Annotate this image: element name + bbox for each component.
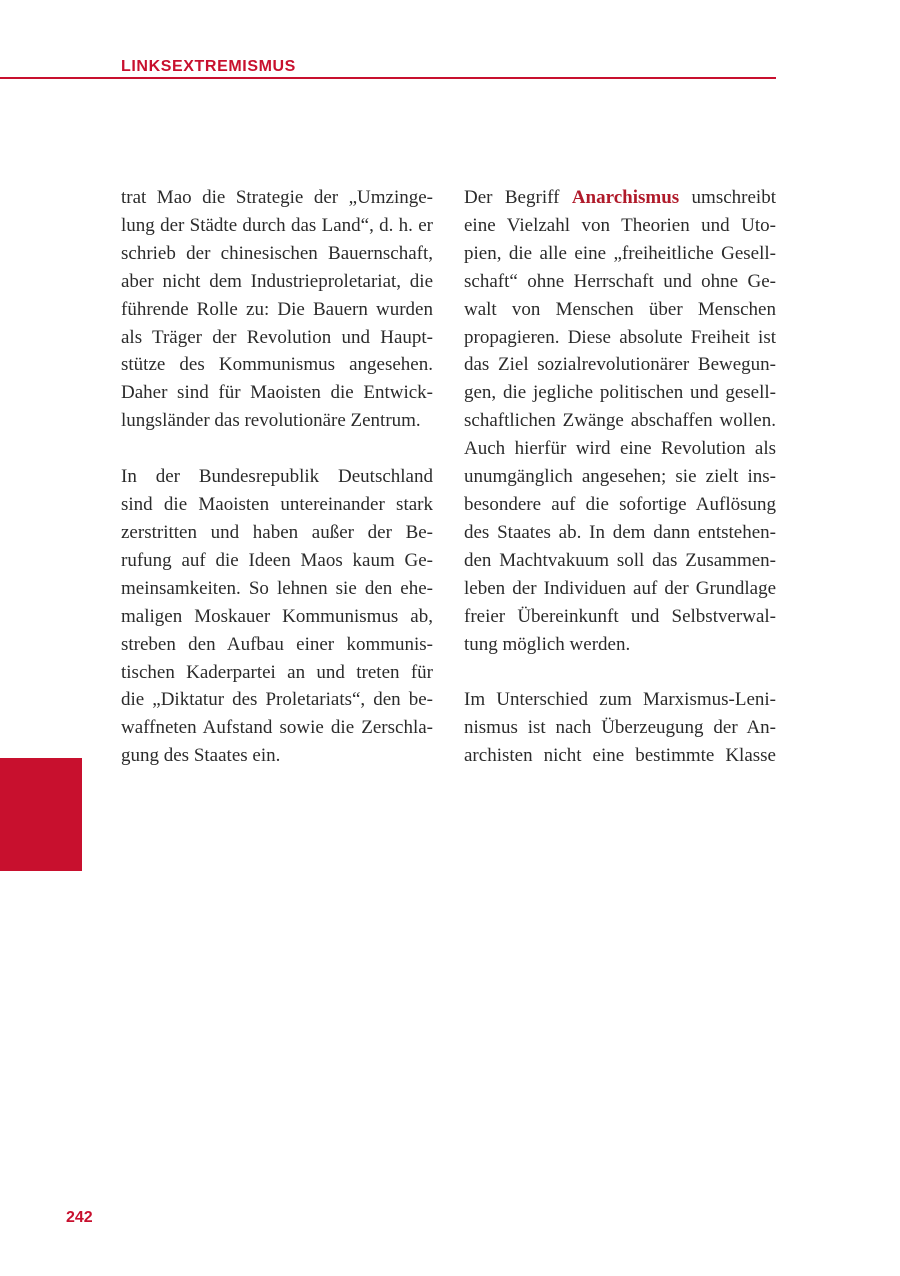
text-line: propagieren. Diese absolute Freiheit ist xyxy=(464,326,776,348)
right-paragraph-1 xyxy=(464,184,776,658)
text-run: umschreibt xyxy=(679,187,776,208)
text-line: lungsländer das revolutionäre Zentrum. xyxy=(121,410,421,432)
left-paragraph-2 xyxy=(121,463,433,770)
text-line: aber nicht dem Industrieproletariat, die xyxy=(121,270,433,292)
text-line: sind die Maoisten untereinander stark xyxy=(121,494,433,516)
text-line: schaftlichen Zwänge abschaffen wollen. xyxy=(464,410,776,432)
text-line: als Träger der Revolution und Haupt- xyxy=(121,326,433,348)
text-line: maligen Moskauer Kommunismus ab, xyxy=(121,605,433,627)
text-line: gung des Staates ein. xyxy=(121,745,281,767)
text-line: zerstritten und haben außer der Be- xyxy=(121,521,433,543)
text-line: In der Bundesrepublik Deutschland xyxy=(121,466,433,488)
text-line: stütze des Kommunismus angesehen. xyxy=(121,354,433,376)
text-line: den Machtvakuum soll das Zusammen- xyxy=(464,549,776,571)
text-line: walt von Menschen über Menschen xyxy=(464,298,776,320)
page-number: 242 xyxy=(66,1209,93,1226)
header-rule xyxy=(0,77,776,79)
text-line: trat Mao die Strategie der „Umzinge- xyxy=(121,187,433,208)
text-line: Im Unterschied zum Marxismus-Leni- xyxy=(464,689,776,711)
text-line: schrieb der chinesischen Bauernschaft, xyxy=(121,242,433,264)
left-paragraph-1 xyxy=(121,184,433,435)
glossary-term-anarchismus: Anarchismus xyxy=(571,187,680,208)
text-line: meinsamkeiten. So lehnen sie den ehe- xyxy=(121,577,433,599)
text-line: Auch hierfür wird eine Revolution als xyxy=(464,438,776,460)
text-line: streben den Aufbau einer kommunis- xyxy=(121,633,433,655)
text-line: nismus ist nach Überzeugung der An- xyxy=(464,717,776,739)
text-line: tischen Kaderpartei an und treten für xyxy=(121,661,433,683)
text-line: rufung auf die Ideen Maos kaum Ge- xyxy=(121,549,433,571)
text-line: freier Übereinkunft und Selbstverwal- xyxy=(464,605,776,627)
text-line: lung der Städte durch das Land“, d. h. er xyxy=(121,214,433,236)
text-line: schaft“ ohne Herrschaft und ohne Ge- xyxy=(464,270,776,292)
text-line: eine Vielzahl von Theorien und Uto- xyxy=(464,214,776,236)
text-line: das Ziel sozialrevolutionärer Bewegun- xyxy=(464,354,776,376)
text-line: die „Diktatur des Proletariats“, den be- xyxy=(121,689,433,711)
text-run: Der Begriff xyxy=(464,187,572,208)
text-line: des Staates ab. In dem dann entstehen- xyxy=(464,521,776,543)
text-line: waffneten Aufstand sowie die Zerschla- xyxy=(121,717,433,739)
running-title: LINKSEXTREMISMUS xyxy=(121,58,296,75)
text-line: Daher sind für Maoisten die Entwick- xyxy=(121,382,433,404)
right-column xyxy=(464,184,776,798)
text-line xyxy=(464,184,776,212)
text-line: pien, die alle eine „freiheitliche Gesell- xyxy=(464,242,776,264)
text-line: leben der Individuen auf der Grundlage xyxy=(464,577,776,599)
text-line: tung möglich werden. xyxy=(464,633,631,655)
left-column xyxy=(121,184,433,798)
text-line: besondere auf die sofortige Auflösung xyxy=(464,493,776,515)
right-paragraph-2 xyxy=(464,686,776,770)
text-line: unumgänglich angesehen; sie zielt ins- xyxy=(464,466,776,488)
text-line: archisten nicht eine bestimmte Klasse xyxy=(464,745,776,767)
text-line: gen, die jegliche politischen und gesell- xyxy=(464,382,776,404)
chapter-side-tab xyxy=(0,758,82,871)
text-line: führende Rolle zu: Die Bauern wurden xyxy=(121,298,433,320)
